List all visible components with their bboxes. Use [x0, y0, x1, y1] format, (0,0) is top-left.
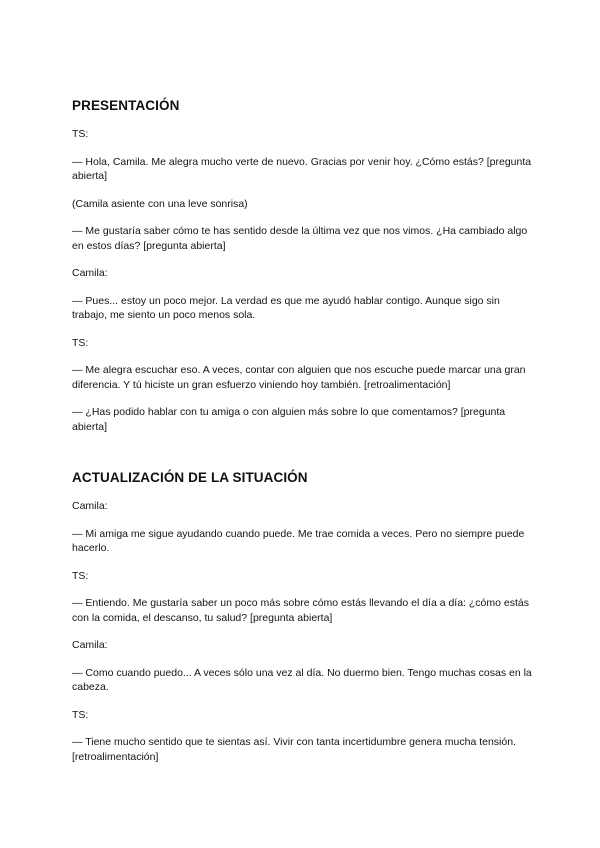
speaker-label: TS:: [72, 569, 89, 582]
dialogue-line: — Me gustaría saber cómo te has sentido desde la última vez que nos vimos. ¿Ha cambiado algo en estos días? [pregunta abierta]: [72, 225, 528, 252]
document-content: [72, 98, 534, 777]
stage-direction: (Camila asiente con una leve sonrisa): [72, 197, 248, 210]
dialogue-line: — Tiene mucho sentido que te sientas así. Vivir con tanta incertidumbre genera mucha tensión. [retroalimentación]: [72, 736, 516, 763]
speaker-label: Camila:: [72, 639, 108, 651]
speaker-label: TS:: [72, 128, 89, 140]
section-heading-presentacion: PRESENTACIÓN: [72, 98, 180, 113]
dialogue-line: — Me alegra escuchar eso. A veces, contar con alguien que nos escuche puede marcar una gran diferencia. Y tú hiciste un gran esfuerzo viniendo hoy también. [retroalimentación]: [72, 364, 526, 391]
dialogue-line: — Entiendo. Me gustaría saber un poco más sobre cómo estás llevando el día a día: ¿cómo estás con la comida, el descanso, tu salud? [pregunta abierta]: [72, 597, 529, 624]
dialogue-line: — Pues... estoy un poco mejor. La verdad es que me ayudó hablar contigo. Aunque sigo sin trabajo, me siento un poco menos sola.: [72, 294, 500, 321]
dialogue-line: — Como cuando puedo... A veces sólo una vez al día. No duermo bien. Tengo muchas cosas en la cabeza.: [72, 666, 532, 693]
dialogue-line: — Hola, Camila. Me alegra mucho verte de nuevo. Gracias por venir hoy. ¿Cómo estás? [pregunta abierta]: [72, 155, 532, 182]
speaker-label: TS:: [72, 708, 89, 721]
section-heading-actualizacion: ACTUALIZACIÓN DE LA SITUACIÓN: [72, 470, 308, 485]
speaker-label: TS:: [72, 336, 89, 349]
speaker-label: Camila:: [72, 500, 108, 512]
speaker-label: Camila:: [72, 267, 108, 279]
dialogue-line: — Mi amiga me sigue ayudando cuando puede. Me trae comida a veces. Pero no siempre puede hacerlo.: [72, 527, 525, 554]
dialogue-line: — ¿Has podido hablar con tu amiga o con alguien más sobre lo que comentamos? [pregunta abierta]: [72, 406, 506, 433]
